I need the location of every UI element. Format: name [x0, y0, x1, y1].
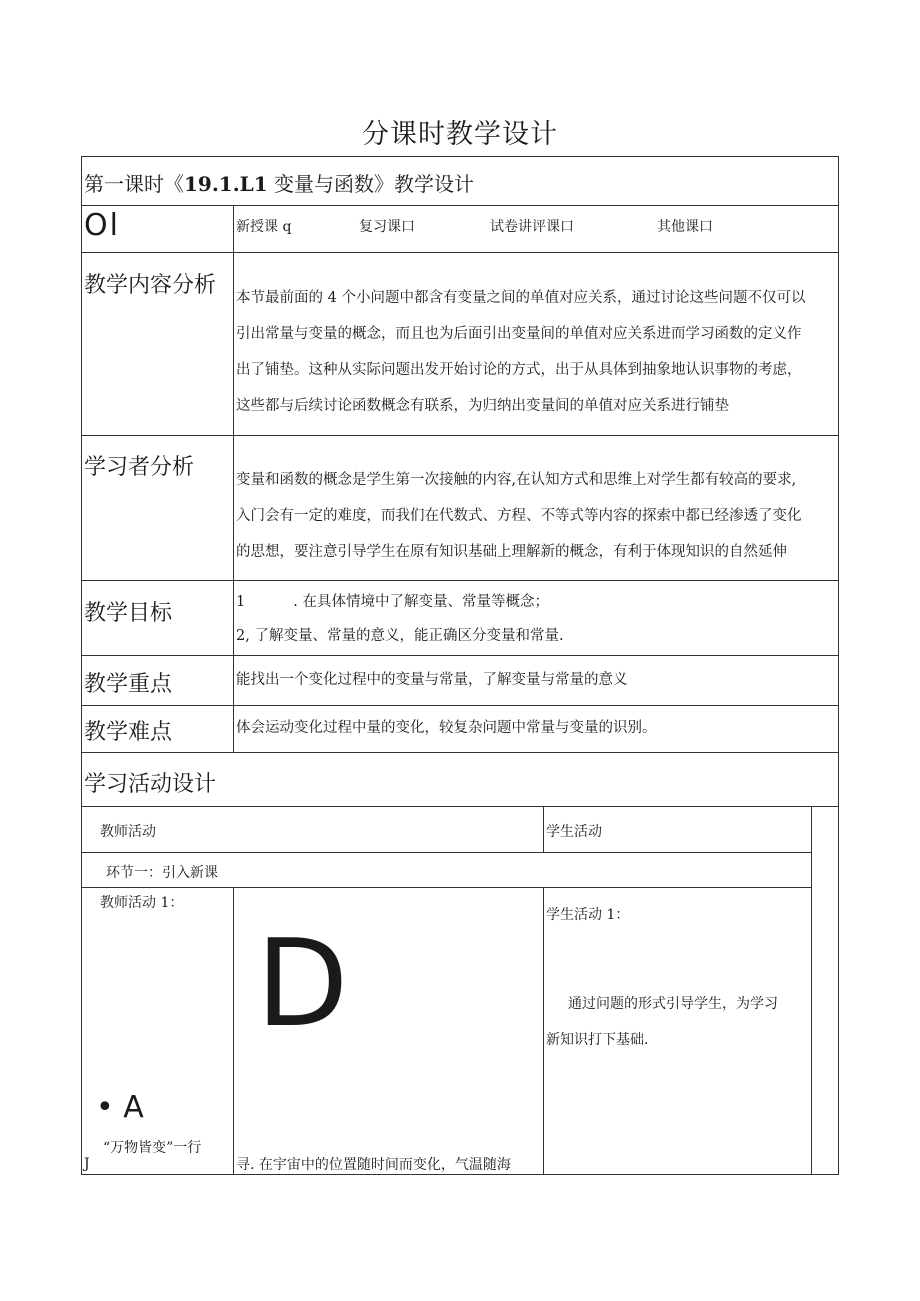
row-divider	[81, 435, 839, 436]
learner-analysis-label: 学习者分析	[84, 455, 195, 480]
objectives-label: 教学目标	[84, 601, 173, 626]
row-divider	[81, 252, 839, 253]
objective-1-number: 1	[236, 594, 246, 610]
objective-1-text: . 在具体情境中了解变量、常量等概念；	[293, 594, 549, 610]
content-analysis-label: 教学内容分析	[84, 273, 217, 298]
left-bottom-text: “万物皆变”一行	[103, 1140, 202, 1156]
table-border-left	[81, 156, 82, 1175]
student-activity-1-line2: 新知识打下基础.	[546, 1032, 649, 1048]
left-bottom-mark: J	[84, 1156, 90, 1172]
lesson-type-exam-review[interactable]: 试卷讲评课口	[490, 219, 574, 235]
key-points-text: 能找出一个变化过程中的变量与常量，了解变量与常量的意义	[236, 672, 628, 688]
row-divider	[81, 887, 812, 888]
teacher-activity-1-label: 教师活动 1：	[100, 895, 184, 911]
table-border-bottom	[81, 1174, 839, 1175]
objective-2: 2, 了解变量、常量的意义，能正确区分变量和常量.	[236, 628, 564, 644]
label-column-divider	[233, 205, 234, 752]
student-activity-header: 学生活动	[546, 824, 602, 840]
page-title: 分课时教学设计	[362, 119, 558, 150]
text-line: 这些都与后续讨论函数概念有联系，为归纳出变量间的单值对应关系进行铺垫	[236, 398, 729, 414]
row-divider	[81, 806, 839, 807]
lesson-title-suffix: 变量与函数》教学设计	[267, 172, 475, 196]
row-divider	[81, 205, 839, 206]
text-line: 本节最前面的 4 个小问题中都含有变量之间的单值对应关系，通过讨论这些问题不仅可以	[236, 290, 806, 306]
row-divider	[81, 705, 839, 706]
lesson-title-prefix: 第一课时《	[84, 172, 184, 196]
text-line: 出了铺垫。这种从实际问题出发开始讨论的方式，出于从具体到抽象地认识事物的考虑，	[236, 362, 802, 378]
type-code: Ol	[84, 208, 120, 243]
table-border-top	[81, 156, 839, 157]
key-points-label: 教学重点	[84, 672, 173, 697]
activity-design-label: 学习活动设计	[84, 772, 217, 797]
text-line: 引出常量与变量的概念，而且也为后面引出变量间的单值对应关系进而学习函数的定义作	[236, 326, 802, 342]
text-line: 的思想，要注意引导学生在原有知识基础上理解新的概念，有利于体现知识的自然延伸	[236, 544, 787, 560]
student-activity-1-line1: 通过问题的形式引导学生，为学习	[568, 996, 778, 1012]
teacher-activity-header: 教师活动	[100, 824, 156, 840]
objective-1	[236, 584, 549, 620]
text-line: 变量和函数的概念是学生第一次接触的内容,在认知方式和思维上对学生都有较高的要求,	[236, 472, 797, 488]
glyph-d: D	[256, 915, 349, 1054]
lesson-type-review[interactable]: 复习课口	[359, 219, 415, 235]
student-activity-1-label: 学生活动 1：	[546, 907, 630, 923]
middle-bottom-text: 寻. 在宇宙中的位置随时间而变化，气温随海	[236, 1157, 511, 1173]
row-divider	[81, 580, 839, 581]
lesson-type-other[interactable]: 其他课口	[657, 219, 713, 235]
activity-header-divider	[543, 806, 544, 852]
row-divider	[81, 655, 839, 656]
activity-right-divider	[811, 806, 812, 1174]
stage-1-label: 环节一：引入新课	[106, 865, 218, 881]
row-divider	[81, 852, 812, 853]
lesson-type-new[interactable]: 新授课 q	[236, 219, 292, 235]
difficulties-label: 教学难点	[84, 720, 173, 745]
lesson-number: 19.1.L1	[184, 172, 268, 196]
glyph-a: • A	[96, 1090, 144, 1125]
activity-middle-divider	[543, 887, 544, 1174]
table-border-right	[838, 156, 839, 1175]
learner-analysis-text	[236, 462, 836, 570]
row-divider	[81, 752, 839, 753]
text-line: 入门会有一定的难度，而我们在代数式、方程、不等式等内容的探索中都已经渗透了变化	[236, 508, 802, 524]
content-analysis-text	[236, 280, 836, 424]
activity-left-divider	[233, 887, 234, 1174]
lesson-title	[84, 168, 474, 197]
difficulties-text: 体会运动变化过程中量的变化，较复杂问题中常量与变量的识别。	[236, 720, 657, 736]
